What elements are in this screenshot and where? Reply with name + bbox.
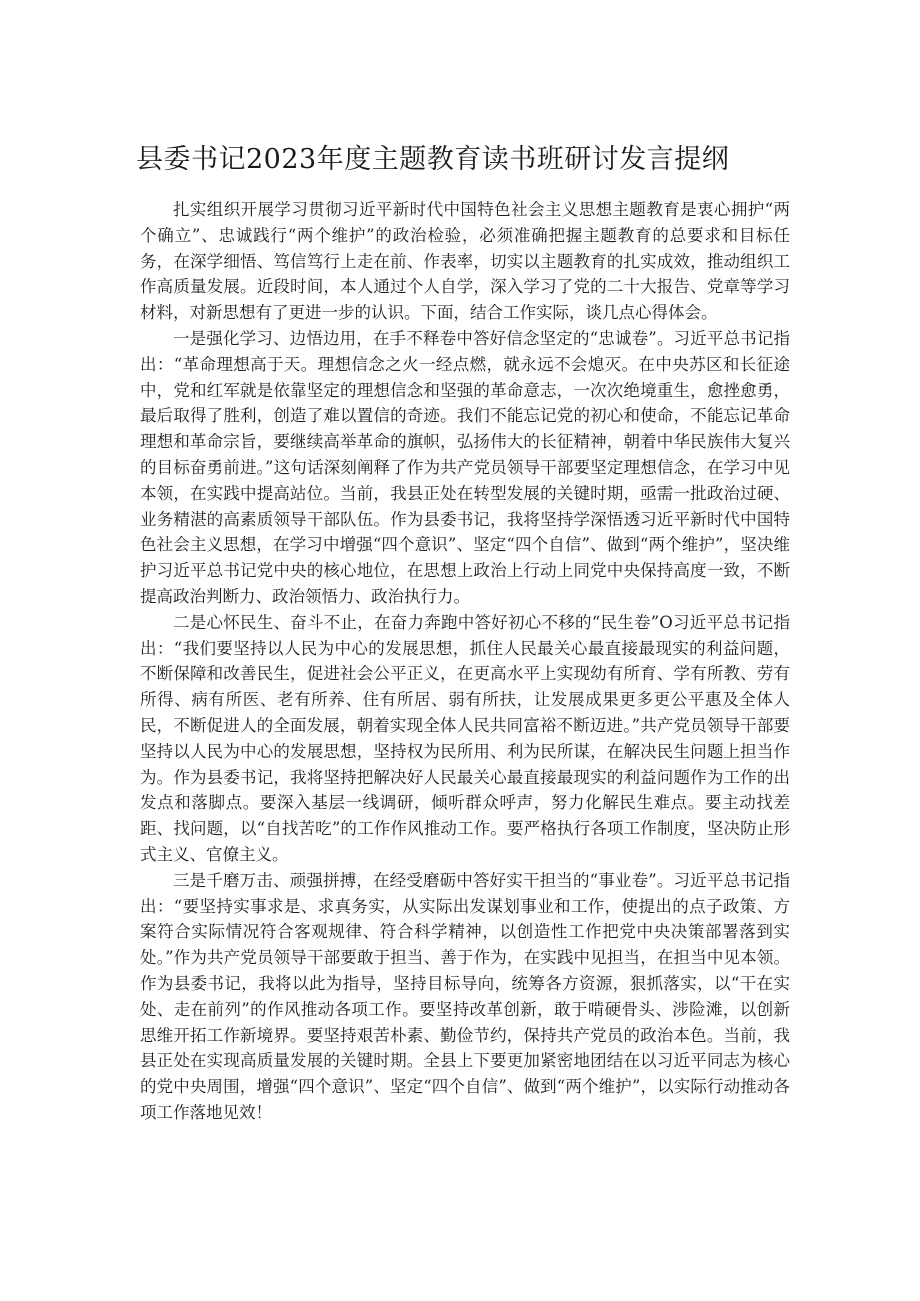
paragraph-point-three: 三是千磨万击、顽强拼搏，在经受磨砺中答好实干担当的“事业卷”。习近平总书记指出：“要坚持实事求是、求真务实，从实际出发谋划事业和工作，使提出的点子政策、方案符合实际情况符合客观规律、符合科学精神，以创造性工作把党中央决策部署落到实处。”作为共产党员领导干部要敢于担当、善于作为，在实践中见担当，在担当中见本领。作为县委书记，我将以此为指导，坚持目标导向，统筹各方资源，狠抓落实，以“干在实处、走在前列”的作风推动各项工作。要坚持改革创新，敢于啃硬骨头、涉险滩，以创新思维开拓工作新境界。要坚持艰苦朴素、勤俭节约，保持共产党员的政治本色。当前，我县正处在实现高质量发展的关键时期。全县上下要更加紧密地团结在以习近平同志为核心的党中央周围，增强“四个意识”、坚定“四个自信”、做到“两个维护”，以实际行动推动各项工作落地见效！ — [140, 870, 790, 1122]
paragraph-intro: 扎实组织开展学习贯彻习近平新时代中国特色社会主义思想主题教育是衷心拥护“两个确立”、忠诚践行“两个维护”的政治检验，必须准确把握主题教育的总要求和目标任务，在深学细悟、笃信笃行上走在前、作表率，切实以主题教育的扎实成效，推动组织工作高质量发展。近段时间，本人通过个人自学，深入学习了党的二十大报告、党章等学习材料，对新思想有了更进一步的认识。下面，结合工作实际，谈几点心得体会。 — [140, 200, 790, 323]
paragraph-point-two: 二是心怀民生、奋斗不止，在奋力奔跑中答好初心不移的“民生卷”O习近平总书记指出：“我们要坚持以人民为中心的发展思想，抓住人民最关心最直接最现实的利益问题，不断保障和改善民生，促进社会公平正义，在更高水平上实现幼有所育、学有所教、劳有所得、病有所医、老有所养、住有所居、弱有所扶，让发展成果更多更公平惠及全体人民，不断促进人的全面发展，朝着实现全体人民共同富裕不断迈进。”共产党员领导干部要坚持以人民为中心的发展思想，坚持权为民所用、利为民所谋，在解决民生问题上担当作为。作为县委书记，我将坚持把解决好人民最关心最直接最现实的利益问题作为工作的出发点和落脚点。要深入基层一线调研，倾听群众呼声，努力化解民生难点。要主动找差距、找问题，以“自找苦吃”的工作作风推动工作。要严格执行各项工作制度，坚决防止形式主义、官僚主义。 — [140, 612, 790, 864]
paragraph-point-one: 一是强化学习、边悟边用，在手不释卷中答好信念坚定的“忠诚卷”。习近平总书记指出：“革命理想高于天。理想信念之火一经点燃，就永远不会熄灭。在中央苏区和长征途中，党和红军就是依靠坚定的理想信念和坚强的革命意志，一次次绝境重生，愈挫愈勇，最后取得了胜利，创造了难以置信的奇迹。我们不能忘记党的初心和使命，不能忘记革命理想和革命宗旨，要继续高举革命的旗帜，弘扬伟大的长征精神，朝着中华民族伟大复兴的目标奋勇前进。”这句话深刻阐释了作为共产党员领导干部要坚定理想信念，在学习中见本领，在实践中提高站位。当前，我县正处在转型发展的关键时期，亟需一批政治过硬、业务精湛的高素质领导干部队伍。作为县委书记，我将坚持学深悟透习近平新时代中国特色社会主义思想，在学习中增强“四个意识”、坚定“四个自信”、做到“两个维护”，坚决维护习近平总书记党中央的核心地位，在思想上政治上行动上同党中央保持高度一致，不断提高政治判断力、政治领悟力、政治执行力。 — [140, 328, 790, 606]
document-body — [140, 197, 790, 1126]
document-title: 县委书记2023年度主题教育读书班研讨发言提纲 — [136, 144, 730, 175]
